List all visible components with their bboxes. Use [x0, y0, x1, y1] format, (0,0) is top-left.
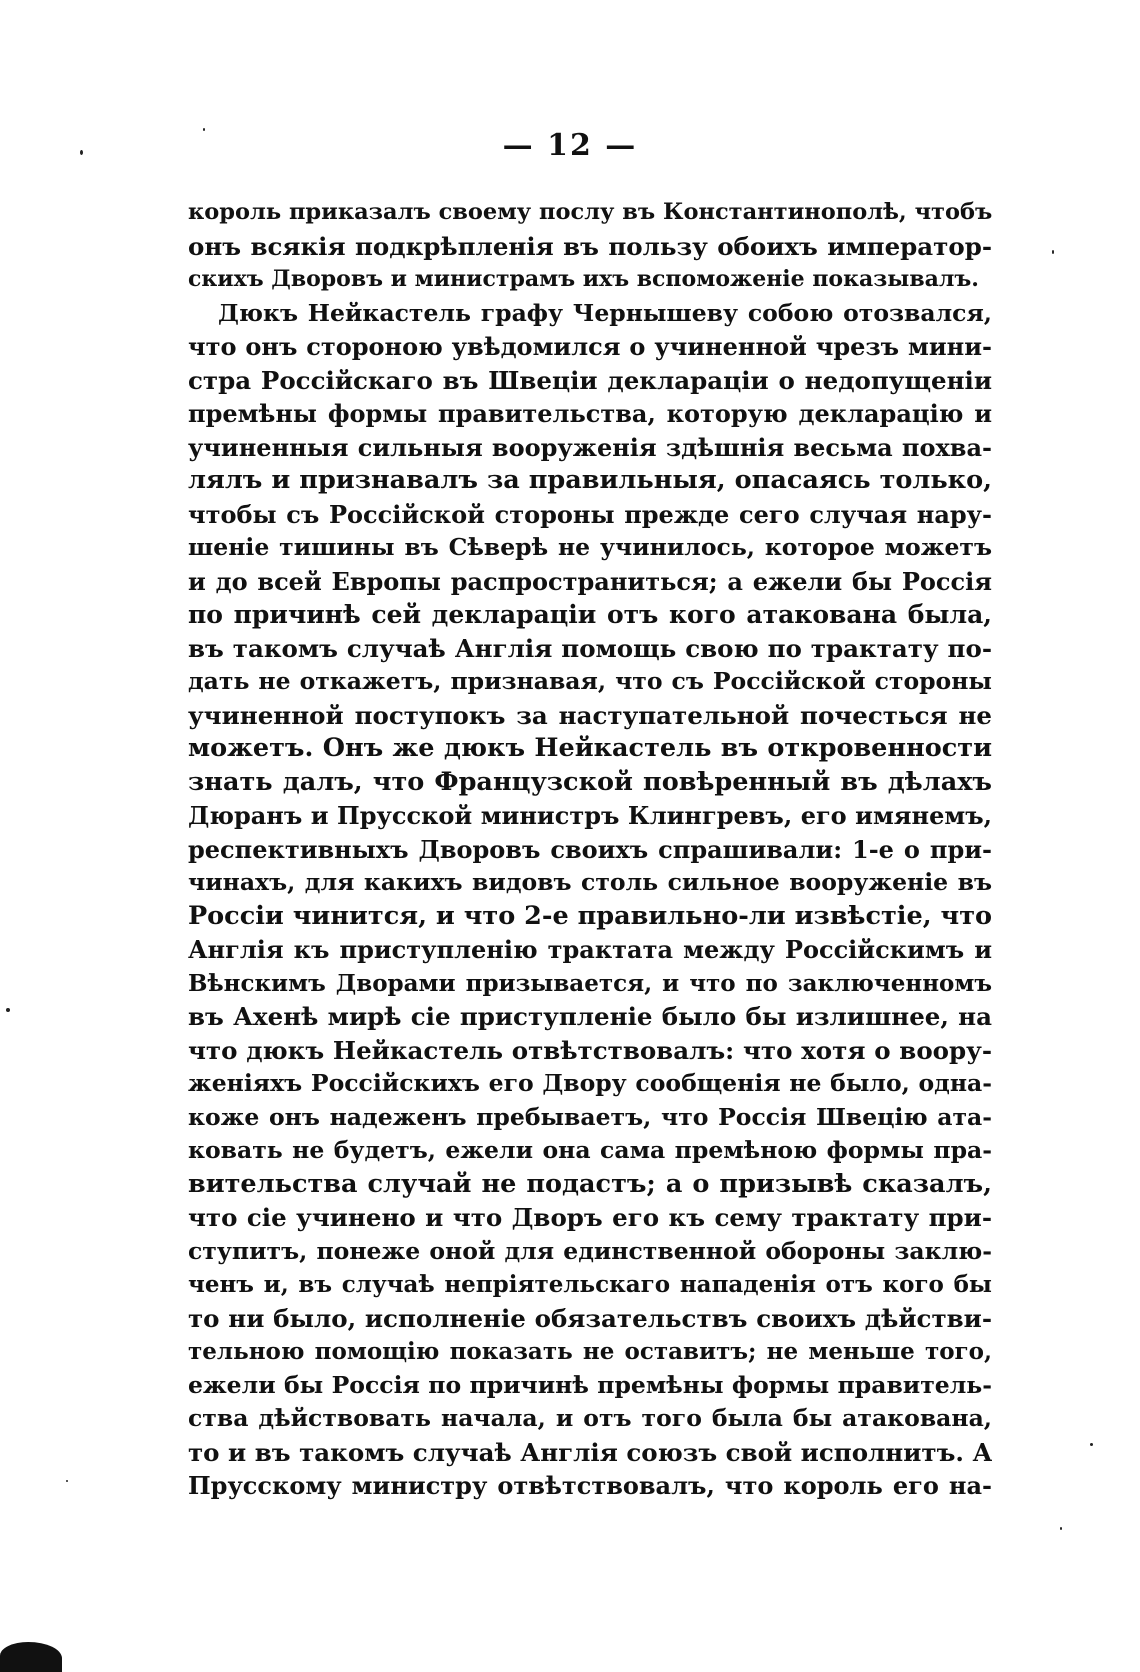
scan-speck: [6, 1008, 10, 1012]
text-line: въ Ахенѣ мирѣ сіе приступленіе было бы излишнее, на: [188, 1002, 992, 1031]
text-line: ства дѣйствовать начала, и отъ того была бы атакована,: [188, 1404, 992, 1432]
text-line: вительства случай не подастъ; а о призывѣ сказалъ,: [188, 1168, 992, 1199]
text-line: что дюкъ Нейкастель отвѣтствовалъ: что хотя о воору-: [188, 1035, 992, 1065]
text-line: респективныхъ Дворовъ своихъ спрашивали: 1-е о при-: [188, 834, 992, 864]
text-line: по причинѣ сей деклараціи отъ кого атакована была,: [188, 600, 992, 629]
text-line: ковать не будетъ, ежели она сама премѣною формы пра-: [188, 1136, 992, 1164]
text-line: что сіе учинено и что Дворъ его къ сему трактату при-: [188, 1203, 992, 1232]
text-line: и до всей Европы распространиться; а ежели бы Россія: [188, 566, 992, 596]
text-line: то и въ такомъ случаѣ Англія союзъ свой исполнитъ. А: [188, 1437, 992, 1467]
text-line: Дюранъ и Прусской министръ Клингревъ, его имянемъ,: [188, 801, 992, 830]
text-line: Вѣнскимъ Дворами призывается, и что по заключенномъ: [188, 969, 992, 997]
text-line: король приказалъ своему послу въ Константинополѣ, чтобъ: [188, 199, 992, 225]
text-line: тельною помощію показать не оставитъ; не меньше того,: [188, 1338, 992, 1365]
text-line: ступитъ, понеже оной для единственной обороны заклю-: [188, 1236, 992, 1265]
text-line: можетъ. Онъ же дюкъ Нейкастель въ откровенности: [188, 733, 992, 763]
text-line: коже онъ надеженъ пребываетъ, что Россія Швецію ата-: [188, 1102, 992, 1131]
text-line: то ни было, исполненіе обязательствъ своихъ дѣйстви-: [188, 1303, 992, 1333]
text-line: ежели бы Россія по причинѣ премѣны формы правитель-: [188, 1370, 992, 1399]
text-line: чтобы съ Россійской стороны прежде сего случая нару-: [188, 499, 992, 529]
scan-blot: [0, 1642, 62, 1672]
text-line: ченъ и, въ случаѣ непріятельскаго нападенія отъ кого бы: [188, 1271, 992, 1298]
text-line: онъ всякія подкрѣпленія въ пользу обоихъ император-: [188, 231, 992, 261]
text-line: Дюкъ Нейкастель графу Чернышеву собою отозвался,: [218, 298, 992, 327]
text-line: учиненныя сильныя вооруженія здѣшнія весьма похва-: [188, 432, 992, 462]
scan-speck: [1060, 1527, 1062, 1530]
text-line: учиненной поступокъ за наступательной почесться не: [188, 700, 992, 730]
scan-speck: [80, 150, 83, 155]
body-text: [188, 196, 992, 1503]
text-line: шеніе тишины въ Сѣверѣ не учинилось, которое можетъ: [188, 533, 992, 561]
text-line: Англія къ приступленію трактата между Россійскимъ и: [188, 935, 992, 964]
text-line: что онъ стороною увѣдомился о учиненной чрезъ мини-: [188, 332, 992, 361]
text-line: знать далъ, что Французской повѣренный въ дѣлахъ: [188, 766, 992, 797]
text-line: Россіи чинится, и что 2-е правильно-ли извѣстіе, что: [188, 900, 992, 931]
text-line: лялъ и признавалъ за правильныя, опасаясь только,: [188, 465, 992, 495]
scan-speck: [203, 128, 205, 131]
text-line: Прусскому министру отвѣтствовалъ, что король его на-: [188, 1471, 992, 1500]
page-number: — 12 —: [502, 128, 638, 163]
text-line: премѣны формы правительства, которую декларацію и: [188, 399, 992, 428]
text-line: стра Россійскаго въ Швеціи деклараціи о недопущеніи: [188, 365, 992, 395]
text-line: дать не откажетъ, признавая, что съ Россійской стороны: [188, 667, 992, 695]
text-line: женіяхъ Россійскихъ его Двору сообщенія не было, одна-: [188, 1069, 992, 1097]
scan-speck: [1052, 250, 1054, 254]
text-line: въ такомъ случаѣ Англія помощь свою по трактату по-: [188, 633, 992, 663]
text-line: чинахъ, для какихъ видовъ столь сильное вооруженіе въ: [188, 868, 992, 896]
scan-speck: [1090, 1443, 1093, 1446]
text-line: скихъ Дворовъ и министрамъ ихъ вспоможеніе показывалъ.: [188, 266, 979, 292]
scan-speck: [66, 1480, 68, 1482]
